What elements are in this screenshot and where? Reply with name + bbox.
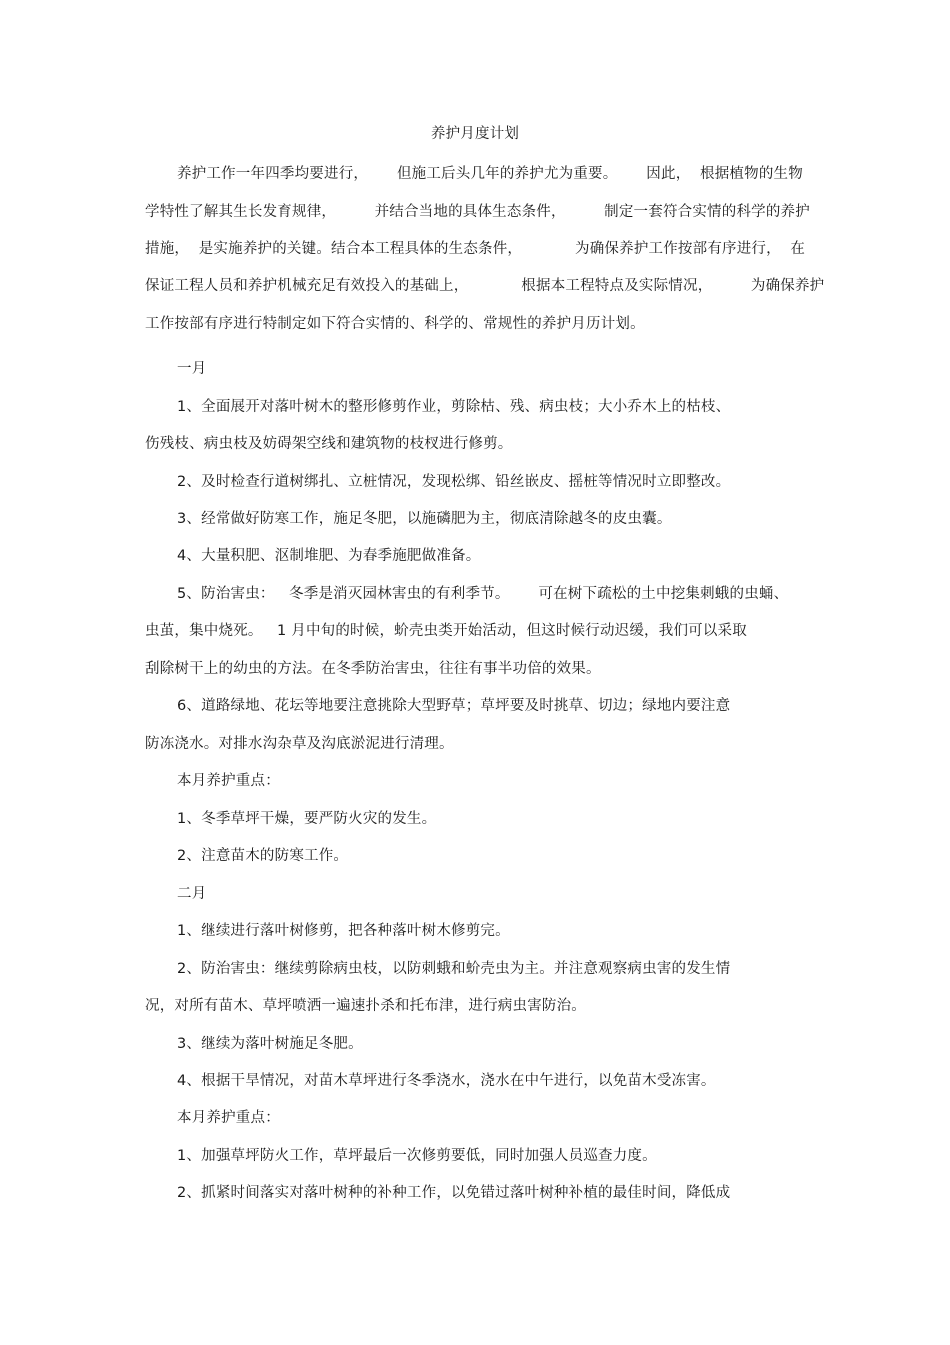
section-heading-january: 一月 [177,361,207,377]
section-heading-february: 二月 [177,886,207,902]
intro-line: 养护工作一年四季均要进行， 但施工后头几年的养护尤为重要。 因此， 根据植物的生物 [177,166,803,182]
list-item: 2、及时检查行道树绑扎、立桩情况，发现松绑、铅丝嵌皮、摇桩等情况时立即整改。 [177,474,731,490]
focus-item: 1、冬季草坪干燥，要严防火灾的发生。 [177,811,437,827]
focus-item: 1、加强草坪防火工作，草坪最后一次修剪要低，同时加强人员巡查力度。 [177,1148,657,1164]
list-item-continuation: 刮除树干上的幼虫的方法。在冬季防治害虫，往往有事半功倍的效果。 [145,661,601,677]
list-item-continuation: 伤残枝、病虫枝及妨碍架空线和建筑物的枝杈进行修剪。 [145,436,513,452]
list-item: 3、继续为落叶树施足冬肥。 [177,1036,363,1052]
list-item: 2、防治害虫：继续剪除病虫枝，以防刺蛾和蚧壳虫为主。并注意观察病虫害的发生情 [177,961,731,977]
list-item: 1、继续进行落叶树修剪，把各种落叶树木修剪完。 [177,923,510,939]
focus-item: 2、抓紧时间落实对落叶树种的补种工作，以免错过落叶树种补植的最佳时间，降低成 [177,1185,731,1201]
list-item: 6、道路绿地、花坛等地要注意挑除大型野草；草坪要及时挑草、切边；绿地内要注意 [177,698,731,714]
intro-line: 措施， 是实施养护的关键。结合本工程具体的生态条件， 为确保养护工作按部有序进行， 在 [145,241,806,257]
intro-line: 学特性了解其生长发育规律， 并结合当地的具体生态条件， 制定一套符合实情的科学的养护 [145,204,810,220]
page-title: 养护月度计划 [430,126,520,142]
intro-line: 保证工程人员和养护机械充足有效投入的基础上， 根据本工程特点及实际情况， 为确保养护 [145,278,825,294]
list-item: 4、大量积肥、沤制堆肥、为春季施肥做准备。 [177,548,481,564]
focus-heading: 本月养护重点： [177,773,280,789]
focus-heading: 本月养护重点： [177,1110,280,1126]
list-item: 4、根据干旱情况，对苗木草坪进行冬季浇水，浇水在中午进行，以免苗木受冻害。 [177,1073,716,1089]
list-item: 5、防治害虫： 冬季是消灭园林害虫的有利季节。 可在树下疏松的土中挖集刺蛾的虫蛹、 [177,586,789,602]
list-item: 1、全面展开对落叶树木的整形修剪作业，剪除枯、残、病虫枝；大小乔木上的枯枝、 [177,399,731,415]
list-item: 3、经常做好防寒工作，施足冬肥，以施磷肥为主，彻底清除越冬的皮虫囊。 [177,511,672,527]
focus-item: 2、注意苗木的防寒工作。 [177,848,349,864]
list-item-continuation: 况，对所有苗木、草坪喷洒一遍速扑杀和托布津，进行病虫害防治。 [145,998,586,1014]
intro-line: 工作按部有序进行特制定如下符合实情的、科学的、常规性的养护月历计划。 [145,316,645,332]
list-item-continuation: 虫茧，集中烧死。 1 月中旬的时候，蚧壳虫类开始活动，但这时候行动迟缓，我们可以采取 [145,623,747,639]
list-item-continuation: 防冻浇水。对排水沟杂草及沟底淤泥进行清理。 [145,736,454,752]
